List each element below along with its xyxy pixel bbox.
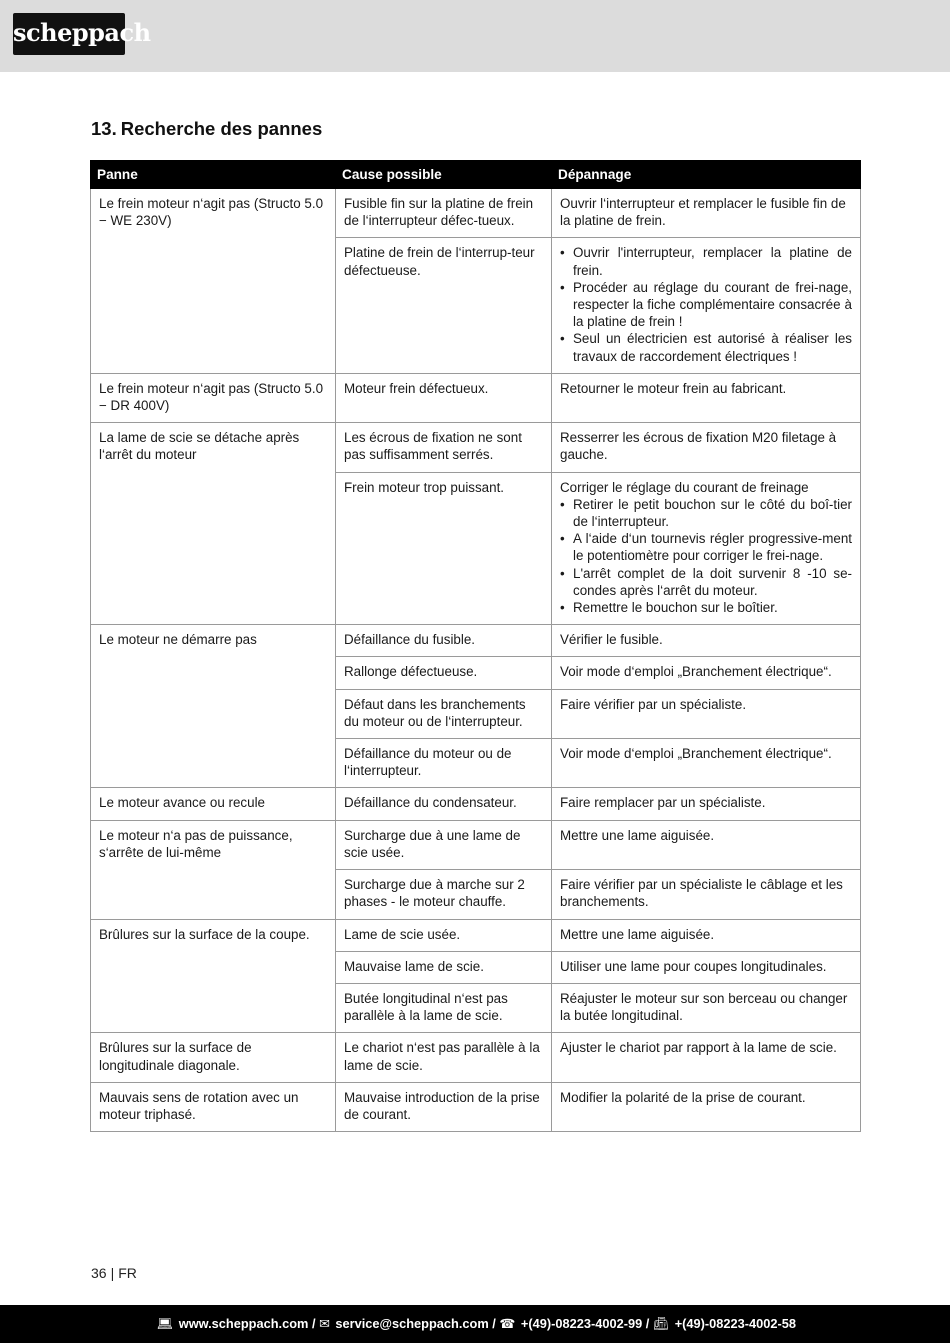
section-title bbox=[91, 118, 322, 140]
remedy-list-item: • L'arrêt complet de la doit survenir 8 -10 se-condes après l‘arrêt du moteur. bbox=[573, 565, 852, 599]
cause-cell: Mauvaise lame de scie. bbox=[336, 951, 552, 983]
panne-cell: Le moteur n‘a pas de puissance, s‘arrête de lui-même bbox=[91, 820, 336, 919]
remedy-text: Utiliser une lame pour coupes longitudinales. bbox=[560, 958, 827, 974]
cause-cell: Butée longitudinal n‘est pas parallèle à la lame de scie. bbox=[336, 983, 552, 1032]
scheppach-logo: scheppach bbox=[13, 13, 125, 55]
section-title-text: Recherche des pannes bbox=[120, 118, 323, 139]
remedy-list-item: • Retirer le petit bouchon sur le côté du boî-tier de l‘interrupteur. bbox=[573, 496, 852, 530]
remedy-text: Ajuster le chariot par rapport à la lame de scie. bbox=[560, 1040, 837, 1056]
remedy-list-item: • Remettre le bouchon sur le boîtier. bbox=[573, 599, 852, 616]
table-row bbox=[91, 1033, 861, 1082]
panne-cell: Brûlures sur la surface de la coupe. bbox=[91, 919, 336, 1033]
remedy-cell bbox=[552, 472, 861, 625]
remedy-text: Mettre une lame aiguisée. bbox=[560, 926, 715, 942]
website-link[interactable]: www.scheppach.com / bbox=[178, 1316, 316, 1331]
remedy-list bbox=[560, 496, 852, 616]
remedy-text: Faire vérifier par un spécialiste le câblage et les branchements. bbox=[560, 877, 843, 910]
table-row bbox=[91, 1082, 861, 1131]
cause-cell: Surcharge due à une lame de scie usée. bbox=[336, 820, 552, 869]
cause-cell: Frein moteur trop puissant. bbox=[336, 472, 552, 625]
remedy-cell bbox=[552, 870, 861, 919]
table-row bbox=[91, 189, 861, 238]
remedy-list-item: • A l‘aide d‘un tournevis régler progressive-ment le potentiomètre pour corriger le frei-nage. bbox=[573, 530, 852, 564]
cause-cell: Platine de frein de l‘interrup-teur défectueuse. bbox=[336, 238, 552, 373]
table-row bbox=[91, 373, 861, 422]
remedy-cell bbox=[552, 788, 861, 820]
remedy-cell bbox=[552, 189, 861, 238]
cause-cell: Défaillance du condensateur. bbox=[336, 788, 552, 820]
remedy-cell bbox=[552, 625, 861, 657]
panne-cell: Le frein moteur n‘agit pas (Structo 5.0 − DR 400V) bbox=[91, 373, 336, 422]
remedy-text: Corriger le réglage du courant de freinage bbox=[560, 479, 809, 495]
remedy-text: Voir mode d‘emploi „Branchement électrique“. bbox=[560, 746, 832, 762]
remedy-text: Vérifier le fusible. bbox=[560, 632, 663, 648]
page-language: FR bbox=[118, 1265, 137, 1281]
remedy-text: Resserrer les écrous de fixation M20 filetage à gauche. bbox=[560, 430, 837, 463]
remedy-cell bbox=[552, 983, 861, 1032]
table-body bbox=[91, 189, 861, 1132]
remedy-cell bbox=[552, 689, 861, 738]
panne-cell: Le moteur avance ou recule bbox=[91, 788, 336, 820]
cause-cell: Le chariot n‘est pas parallèle à la lame de scie. bbox=[336, 1033, 552, 1082]
header-band bbox=[0, 0, 950, 72]
table-row bbox=[91, 919, 861, 951]
cause-cell: Surcharge due à marche sur 2 phases - le moteur chauffe. bbox=[336, 870, 552, 919]
table-row bbox=[91, 625, 861, 657]
header-cause: Cause possible bbox=[336, 161, 552, 189]
cause-cell: Rallonge défectueuse. bbox=[336, 657, 552, 689]
email-link[interactable]: service@scheppach.com / bbox=[335, 1316, 496, 1331]
contact-band bbox=[0, 1305, 950, 1343]
remedy-text: Mettre une lame aiguisée. bbox=[560, 827, 715, 843]
page-footer bbox=[91, 1265, 137, 1281]
panne-cell: Mauvais sens de rotation avec un moteur triphasé. bbox=[91, 1082, 336, 1131]
cause-cell: Défaillance du fusible. bbox=[336, 625, 552, 657]
panne-cell: Le frein moteur n‘agit pas (Structo 5.0 − WE 230V) bbox=[91, 189, 336, 374]
remedy-cell bbox=[552, 423, 861, 472]
phone-icon: ☎ bbox=[499, 1316, 516, 1331]
remedy-text: Modifier la polarité de la prise de courant. bbox=[560, 1089, 806, 1105]
cause-cell: Défaut dans les branchements du moteur ou de l‘interrupteur. bbox=[336, 689, 552, 738]
remedy-list-item: • Procéder au réglage du courant de frei-nage, respecter la fiche complémentaire consacrée à la platine de frein ! bbox=[573, 279, 852, 331]
table-row bbox=[91, 423, 861, 472]
troubleshooting-table bbox=[90, 160, 861, 1132]
remedy-cell bbox=[552, 820, 861, 869]
header-depannage: Dépannage bbox=[552, 161, 861, 189]
remedy-cell bbox=[552, 1082, 861, 1131]
cause-cell: Défaillance du moteur ou de l‘interrupteur. bbox=[336, 739, 552, 788]
remedy-text: Voir mode d‘emploi „Branchement électrique“. bbox=[560, 664, 832, 680]
footer-separator: | bbox=[110, 1265, 115, 1281]
remedy-cell bbox=[552, 657, 861, 689]
fax-number: +(49)-08223-4002-58 bbox=[674, 1316, 796, 1331]
remedy-cell bbox=[552, 951, 861, 983]
section-number: 13. bbox=[91, 118, 117, 139]
email-icon: ✉︎ bbox=[319, 1316, 330, 1331]
remedy-cell bbox=[552, 373, 861, 422]
panne-cell: Le moteur ne démarre pas bbox=[91, 625, 336, 788]
remedy-cell bbox=[552, 238, 861, 373]
contact-line bbox=[157, 1316, 796, 1332]
header-panne: Panne bbox=[91, 161, 336, 189]
remedy-text: Faire remplacer par un spécialiste. bbox=[560, 795, 766, 811]
remedy-cell bbox=[552, 1033, 861, 1082]
remedy-text: Ouvrir l‘interrupteur et remplacer le fusible fin de la platine de frein. bbox=[560, 196, 846, 229]
computer-icon: 💻︎ bbox=[156, 1316, 174, 1331]
remedy-cell bbox=[552, 919, 861, 951]
cause-cell: Lame de scie usée. bbox=[336, 919, 552, 951]
cause-cell: Moteur frein défectueux. bbox=[336, 373, 552, 422]
panne-cell: Brûlures sur la surface de longitudinale diagonale. bbox=[91, 1033, 336, 1082]
remedy-cell bbox=[552, 739, 861, 788]
remedy-list-item: • Seul un électricien est autorisé à réaliser les travaux de raccordement électriques ! bbox=[573, 330, 852, 364]
table-row bbox=[91, 820, 861, 869]
remedy-text: Faire vérifier par un spécialiste. bbox=[560, 696, 747, 712]
phone-number: +(49)-08223-4002-99 / bbox=[520, 1316, 650, 1331]
fax-icon: 📠︎ bbox=[652, 1316, 670, 1331]
remedy-text: Retourner le moteur frein au fabricant. bbox=[560, 380, 787, 396]
remedy-list bbox=[560, 244, 852, 364]
cause-cell: Mauvaise introduction de la prise de courant. bbox=[336, 1082, 552, 1131]
cause-cell: Les écrous de fixation ne sont pas suffisamment serrés. bbox=[336, 423, 552, 472]
page-number: 36 bbox=[91, 1265, 107, 1281]
remedy-list-item: • Ouvrir l'interrupteur, remplacer la platine de frein. bbox=[573, 244, 852, 278]
panne-cell: La lame de scie se détache après l‘arrêt du moteur bbox=[91, 423, 336, 625]
table-header-row bbox=[91, 161, 861, 189]
cause-cell: Fusible fin sur la platine de frein de l‘interrupteur défec-tueux. bbox=[336, 189, 552, 238]
remedy-text: Réajuster le moteur sur son berceau ou changer la butée longitudinal. bbox=[560, 990, 848, 1024]
table-row bbox=[91, 788, 861, 820]
